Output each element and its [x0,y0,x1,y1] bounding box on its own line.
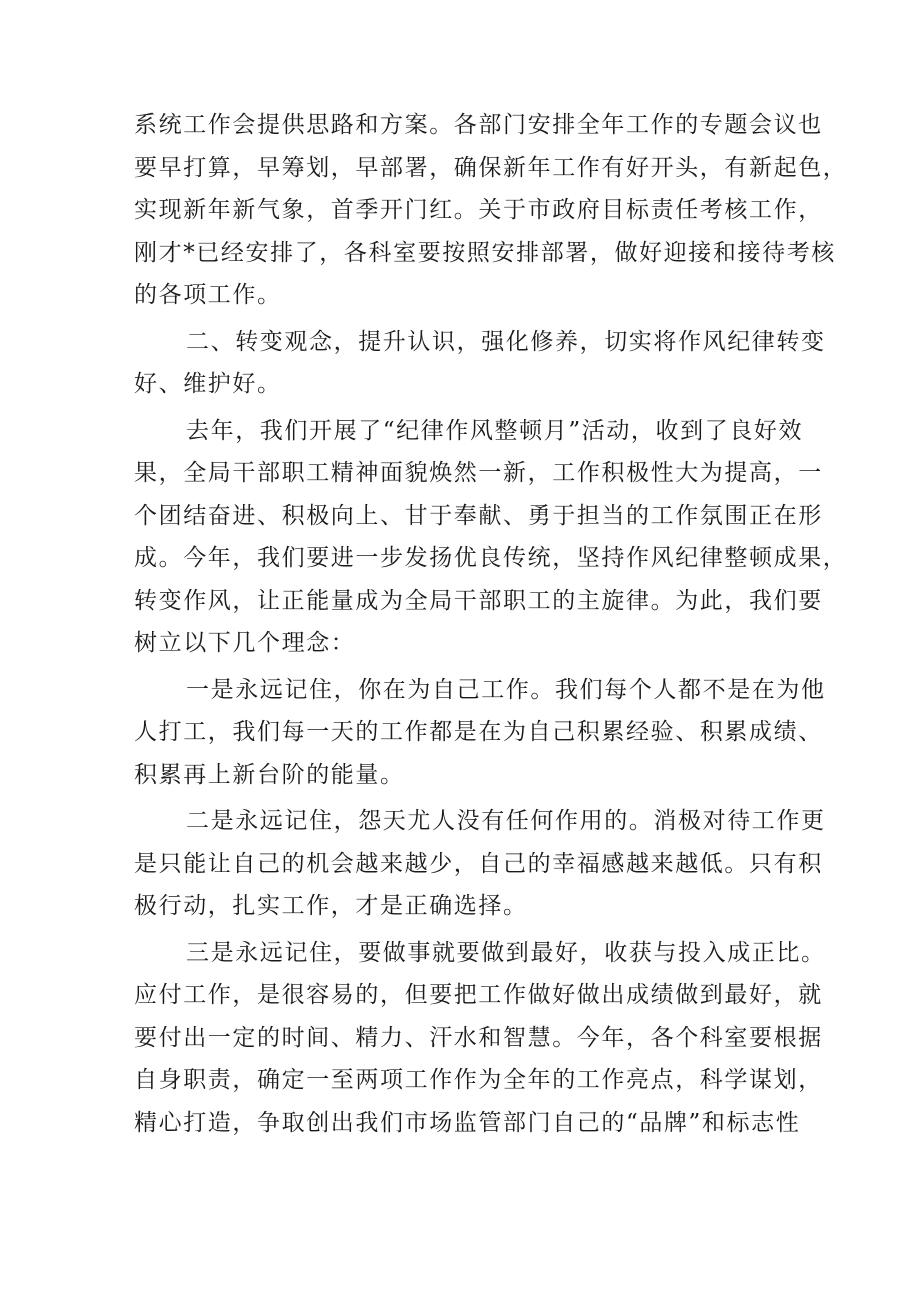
text-line: 应付工作，是很容易的，但要把工作做好做出成绩做到最好，就 [134,982,823,1008]
text-line: 刚才*已经安排了，各科室要按照安排部署，做好迎接和接待考核 [134,239,836,266]
text-line: 的各项工作。 [134,282,282,308]
text-line: 人打工，我们每一天的工作都是在为自己积累经验、积累成绩、 [134,719,823,745]
text-line: 去年，我们开展了“纪律作风整顿月”活动，收到了良好效 [186,417,804,444]
text-line: 二、转变观念，提升认识，强化修养，切实将作风纪律转变 [186,328,826,355]
paragraph-last-year [134,410,848,665]
text-line: 积累再上新台阶的能量。 [134,761,405,788]
section-heading [134,321,826,406]
paragraph-concept-one [134,669,826,797]
text-line: 要付出一定的时间、精力、汗水和智慧。今年，各个科室要根据 [134,1024,823,1051]
text-line: 成。今年，我们要进一步发扬优良传统，坚持作风纪律整顿成果， [134,545,848,571]
document-body [134,104,848,1148]
text-line: 果，全局干部职工精神面貌焕然一新，工作积极性大为提高，一 [134,460,823,486]
text-line: 二是永远记住，怨天尤人没有任何作用的。消极对待工作更 [186,808,826,834]
text-line: 实现新年新气象，首季开门红。关于市政府目标责任考核工作， [134,197,823,223]
text-line: 要早打算，早筹划，早部署，确保新年工作有好开头，有新起色， [134,154,848,181]
text-line: 好、维护好。 [134,371,282,397]
text-line: 一是永远记住，你在为自己工作。我们每个人都不是在为他 [186,676,826,703]
paragraph-concept-three [134,932,826,1145]
text-line: 极行动，扎实工作，才是正确选择。 [134,893,528,919]
text-line: 是只能让自己的机会越来越少，自己的幸福感越来越低。只有积 [134,850,823,877]
text-line: 转变作风，让正能量成为全局干部职工的主旋律。为此，我们要 [134,587,823,614]
text-line: 系统工作会提供思路和方案。各部门安排全年工作的专题会议也 [134,112,823,138]
paragraph-concept-two [134,800,826,928]
paragraph-continuation [134,104,848,317]
text-line: 自身职责，确定一至两项工作作为全年的工作亮点，科学谋划， [134,1067,823,1093]
text-line: 树立以下几个理念： [134,630,356,656]
text-line: 个团结奋进、积极向上、甘于奉献、勇于担当的工作氛围正在形 [134,502,823,529]
text-line: 三是永远记住，要做事就要做到最好，收获与投入成正比。 [186,939,826,966]
text-line: 精心打造，争取创出我们市场监管部门自己的“品牌”和标志性 [134,1109,801,1136]
